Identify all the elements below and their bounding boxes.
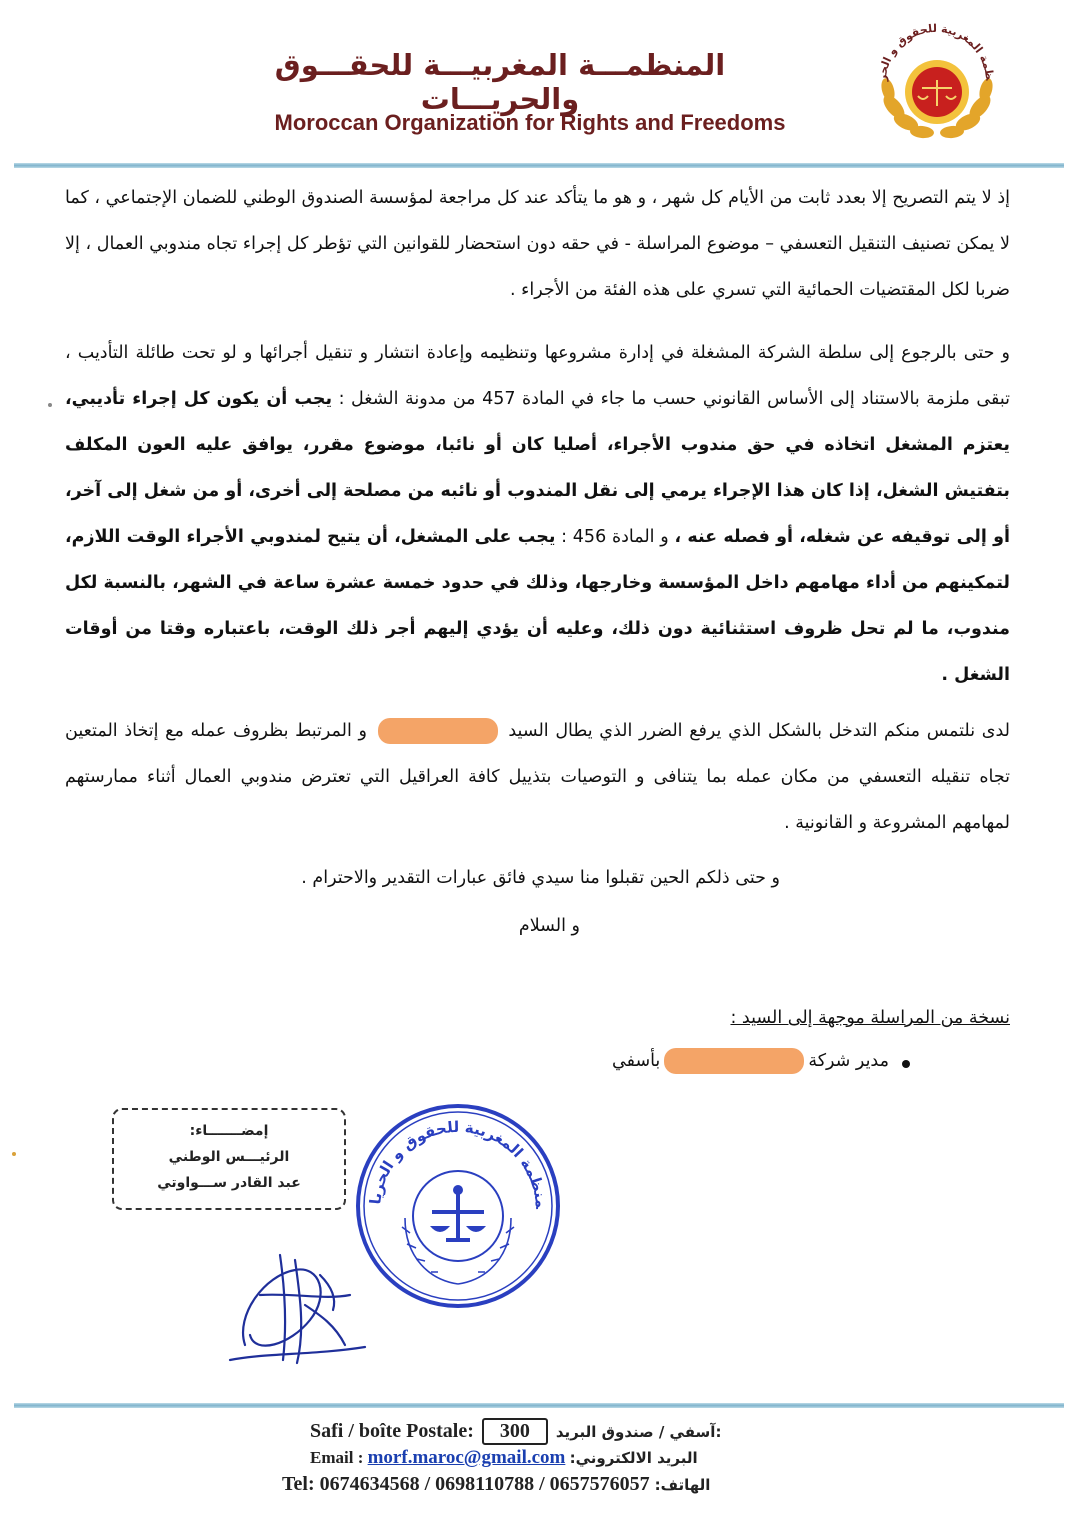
organization-stamp [350, 1098, 565, 1313]
stamp-arc-text: منظمة المغربية للحقوق و الحريا [366, 1117, 551, 1210]
signatory-name: عبد القادر ســـواوتي [157, 1175, 301, 1191]
footer-phone-line [282, 1473, 710, 1496]
paragraph-request [65, 708, 1010, 846]
signature-label: إمضـــــــاء: [189, 1123, 269, 1139]
postal-number: 300 [482, 1418, 548, 1445]
phone-label-fr: Tel: [282, 1473, 315, 1495]
phone-numbers: 0674634568 / 0698110788 / 0657576057 [319, 1473, 650, 1495]
footer-divider [14, 1403, 1064, 1408]
copy-recipient-prefix: مدير شركة [808, 1051, 889, 1071]
signature-block [112, 1108, 346, 1210]
footer-email-line [310, 1447, 698, 1469]
header-divider [14, 163, 1064, 168]
request-text-start: لدى نلتمس منكم التدخل بالشكل الذي يرفع الضرر الذي يطال السيد [508, 721, 1010, 741]
article-456-quote: يجب على المشغل، أن يتيح لمندوبي الأجراء الوقت اللازم، لتمكينهم من أداء مهامهم داخل المؤسسة وخارجها، وذلك في حدود خمسة عشرة ساعة في الشهر، بالنسبة لكل مندوب، ما لم تحل ظروف استثنائية دون ذلك، وعليه أن يؤدي إليهم أجر ذلك الوقت، باعتباره وقتا من أوقات الشغل . [65, 527, 1010, 685]
copy-recipient-suffix: بأسفي [612, 1051, 661, 1071]
organization-title-arabic: المنظمـــة المغربيـــة للحقـــوق والحريـــات [274, 48, 726, 116]
footer-postal-line [310, 1418, 721, 1445]
article-456-label: و المادة 456 : [561, 527, 669, 547]
logo-arc-text: ظمة المغربية للحقوق و الحر [875, 21, 997, 82]
organization-logo [862, 12, 1012, 152]
phone-label-ar: :الهاتف [654, 1476, 711, 1494]
closing-salutation: و حتى ذلكم الحين تقبلوا منا سيدي فائق عبارات التقدير والاحترام . [301, 868, 780, 888]
email-label-ar: :البريد الالكتروني [569, 1449, 698, 1467]
email-label-fr: Email : [310, 1448, 364, 1467]
scan-speck [12, 1152, 16, 1156]
email-link[interactable]: morf.maroc@gmail.com [367, 1447, 566, 1468]
copy-recipient-heading: نسخة من المراسلة موجهة إلى السيد : [730, 1008, 1010, 1028]
paragraph-legal-basis [65, 330, 1010, 698]
paragraph-legal-basis-intro: و حتى بالرجوع إلى سلطة الشركة المشغلة في إدارة مشروعها وتنظيمه وإعادة انتشار و تنقيل أجرائها و لو تحت طائلة التأديب ، تبقى ملزمة بالاستناد إلى الأساس القانوني حسب ما جاء في المادة 457 من مدونة الشغل : [65, 343, 1010, 409]
closing-salam: و السلام [518, 916, 580, 936]
article-457-quote: يجب أن يكون كل إجراء تأديبي، يعتزم المشغل اتخاذه في حق مندوب الأجراء، أصليا كان أو نائبا، موضوع مقرر، يوافق عليه العون المكلف بتفتيش الشغل، إذا كان هذا الإجراء يرمي إلى نقل المندوب أو نائبه من مصلحة إلى أخرى، أو من شغل إلى آخر، أو إلى توقيفه عن شغله، أو فصله عنه ، [65, 389, 1010, 547]
scan-speck [48, 403, 52, 407]
redacted-company [664, 1048, 804, 1074]
signatory-title: الرئيـــس الوطني [168, 1149, 290, 1165]
organization-title-english: Moroccan Organization for Rights and Freedoms [274, 110, 786, 135]
request-text-end: و المرتبط بظروف عمله مع إتخاذ المتعين تجاه تنقيله التعسفي من مكان عمله بما يتنافى و التوصيات بتذييل كافة العراقيل التي تعترض مندوبي العمال أثناء ممارستهم لمهامهم المشروعة و القانونية . [65, 721, 1010, 833]
postal-label-ar: آسفي / صندوق البريد: [555, 1422, 722, 1441]
copy-recipient-item [612, 1048, 915, 1074]
postal-label-fr: Safi / boîte Postale: [310, 1420, 474, 1442]
paragraph-social-security: إذ لا يتم التصريح إلا بعدد ثابت من الأيام كل شهر ، و هو ما يتأكد عند كل مراجعة لمؤسسة الصندوق الوطني للضمان الإجتماعي ، كما لا يمكن تصنيف التنقيل التعسفي – موضوع المراسلة - في حقه دون استحضار للقوانين التي تؤطر كل إجراء تجاه مندوبي العمال ، إلا ضربا لكل المقتضيات الحمائية التي تسري على هذه الفئة من الأجراء . [65, 188, 1010, 300]
redacted-name [378, 718, 498, 744]
